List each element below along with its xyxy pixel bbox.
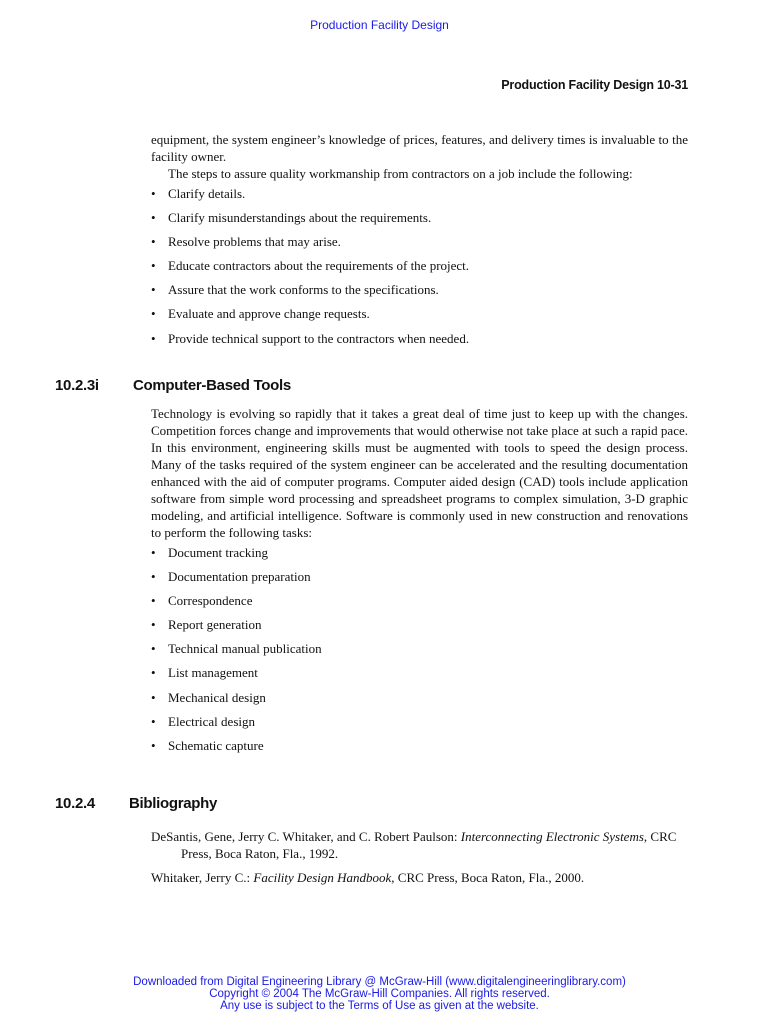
list-item-text: Clarify misunderstandings about the requirements. [168,209,432,225]
list-item-text: Correspondence [168,592,253,608]
list-item [151,565,688,589]
list-item-text: Document tracking [168,544,268,560]
section-title: Bibliography [129,795,218,812]
intro-paragraph-2: The steps to assure quality workmanship from contractors on a job include the following: [168,166,633,181]
bullet-icon: • [151,617,156,633]
list-item-text: Schematic capture [168,738,264,753]
list-item-text: Provide technical support to the contractors when needed. [168,330,470,346]
list-item-text: Evaluate and approve change requests. [168,306,370,322]
section-heading-bibliography [55,795,217,812]
list-item-text: Report generation [168,617,262,633]
section-number: 10.2.4 [55,795,95,812]
footer [0,976,759,1012]
bullet-icon: • [151,330,156,346]
bullet-icon: • [151,713,156,729]
bullet-icon: • [151,306,156,322]
section-heading-tools [55,377,291,394]
bullet-icon: • [151,544,156,560]
footer-copyright: Copyright © 2004 The McGraw-Hill Companies. All rights reserved. [209,988,550,1000]
entry-authors: Whitaker, Jerry C.: [151,870,254,885]
list-item [151,734,688,758]
list-item [151,278,688,302]
list-item [151,686,688,710]
bullet-icon: • [151,665,156,681]
entry-title: Interconnecting Electronic Systems [460,829,644,844]
bullet-icon: • [151,209,156,225]
list-item-text: Assure that the work conforms to the specifications. [168,282,439,298]
tools-paragraph: Technology is evolving so rapidly that it takes a great deal of time just to keep up with the changes. Competition forces change and improvements that would otherwise not take place at such a rapid pace. In this environment, engineering skills must be augmented with tools to speed the design process. Many of the tasks required of the system engineer can be accelerated and the resulting documentation enhanced with the aid of computer programs. Computer aided design (CAD) tools include application software from simple word processing and spreadsheet programs to complex simulation, 3-D graphic modeling, and artificial intelligence. Software is commonly used in new construction and renovations to perform the following tasks: [151,406,688,540]
list-item [151,589,688,613]
entry-authors: DeSantis, Gene, Jerry C. Whitaker, and C. Robert Paulson: [151,829,461,844]
section-title: Computer-Based Tools [133,377,291,394]
list-item [151,613,688,637]
intro-block [151,131,688,351]
list-item [151,327,688,351]
list-item-text: Technical manual publication [168,641,322,657]
list-item [151,541,688,565]
entry-title: Facility Design Handbook [253,870,392,885]
list-item-text: Educate contractors about the requirements of the project. [168,258,470,274]
bullet-icon: • [151,233,156,249]
bullet-icon: • [151,185,156,201]
tools-bullet-list [151,541,688,759]
bibliography-list [151,828,688,893]
footer-terms[interactable]: Any use is subject to the Terms of Use as given at the website. [220,1000,539,1012]
bullet-icon: • [151,738,156,753]
list-item [151,206,688,230]
entry-publication: , CRC Press, Boca Raton, Fla., 1992. [181,829,677,861]
list-item-text: Resolve problems that may arise. [168,233,341,249]
list-item [151,661,688,685]
bullet-icon: • [151,568,156,584]
top-title-link[interactable]: Production Facility Design [310,18,449,32]
list-item-text: List management [168,665,258,681]
bullet-icon: • [151,258,156,274]
bullet-icon: • [151,641,156,657]
running-head: Production Facility Design 10-31 [501,78,688,92]
list-item-text: Documentation preparation [168,568,311,584]
bullet-icon: • [151,592,156,608]
intro-paragraph-1: equipment, the system engineer’s knowledge of prices, features, and delivery times is invaluable to the facility owner. [151,132,688,164]
list-item-text: Electrical design [168,713,255,729]
bullet-icon: • [151,689,156,705]
intro-bullet-list [151,182,688,351]
entry-publication: , CRC Press, Boca Raton, Fla., 2000. [391,870,585,885]
tools-block [151,405,688,758]
list-item [151,182,688,206]
list-item [151,254,688,278]
bibliography-entry [151,869,688,886]
section-number: 10.2.3i [55,377,99,394]
footer-download-link[interactable]: Downloaded from Digital Engineering Library @ McGraw-Hill (www.digitalengineeringlibrary.com) [133,976,626,988]
list-item [151,230,688,254]
list-item-text: Mechanical design [168,689,266,705]
list-item [151,302,688,326]
bibliography-entry [151,828,688,862]
list-item [151,637,688,661]
list-item-text: Clarify details. [168,185,246,201]
bullet-icon: • [151,282,156,298]
list-item [151,710,688,734]
